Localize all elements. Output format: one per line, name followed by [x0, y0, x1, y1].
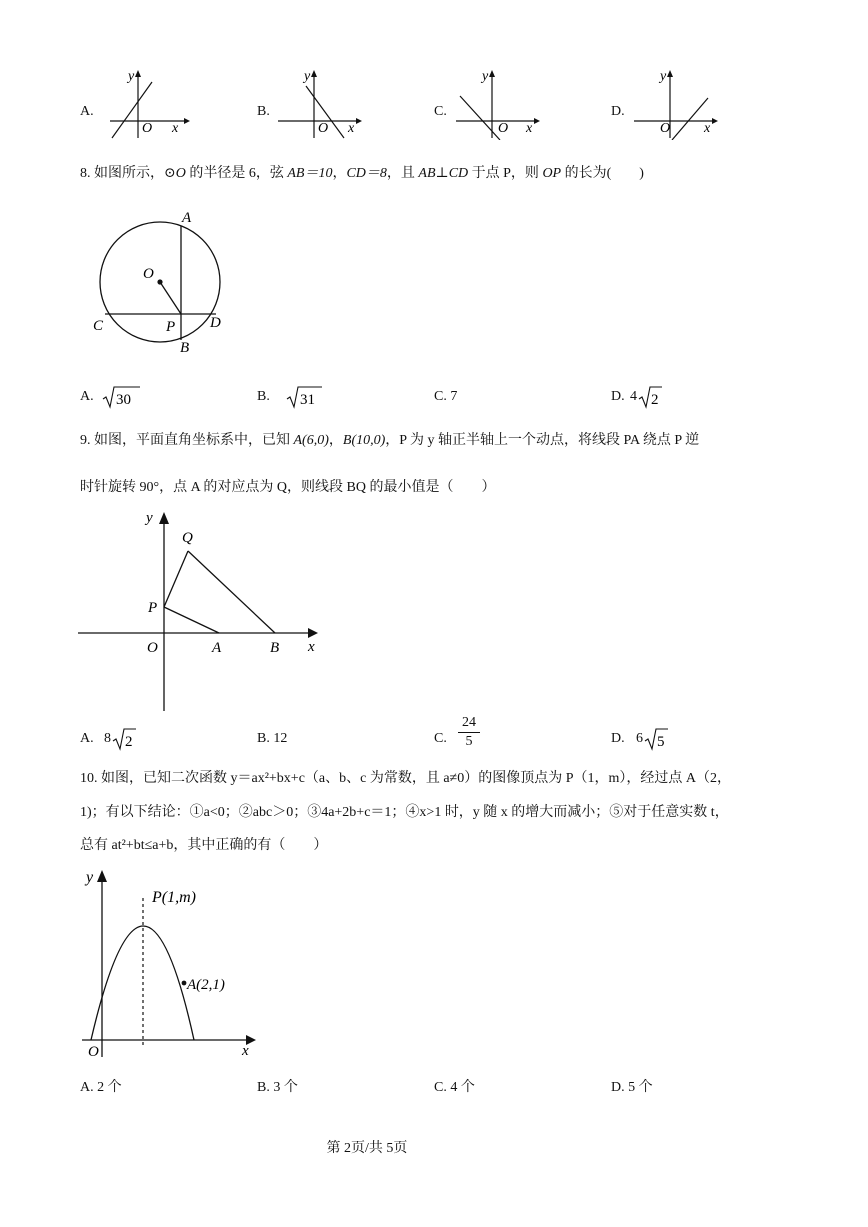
q9-figure [74, 506, 334, 718]
label-a: A(2,1) [187, 977, 225, 993]
q8-op: OP [542, 166, 562, 181]
svg-text:y: y [128, 69, 135, 84]
q7-option-b-label: B. [257, 104, 270, 119]
svg-text:x: x [526, 121, 533, 136]
q7-option-d-graph [632, 68, 722, 140]
label-p: P [166, 319, 176, 335]
q8-circle-o: O [175, 166, 186, 181]
q9-point-b: B(10,0) [342, 433, 386, 448]
q8-option-b-label: B. [257, 389, 270, 404]
q7-option-a-graph [100, 68, 190, 140]
q7-option-c-graph [454, 68, 544, 140]
label-p: P(1,m) [152, 889, 196, 906]
q9-point-a: A(6,0) [293, 433, 329, 448]
svg-text:y: y [482, 69, 489, 84]
q8-text-c: ，且 [386, 166, 419, 181]
q9-option-d-radical [644, 726, 672, 752]
svg-text:O: O [318, 121, 329, 136]
q8-option-b-value [286, 384, 326, 410]
svg-text:y: y [146, 510, 153, 526]
label-b: B [180, 340, 190, 356]
q9-option-b: B. 12 [257, 731, 288, 746]
q8-question [80, 164, 644, 184]
svg-text:A: A [212, 640, 222, 656]
svg-text:y: y [660, 69, 667, 84]
q9-option-a-radical [112, 726, 140, 752]
q9-option-c-label: C. [434, 731, 447, 746]
point-a [182, 981, 187, 986]
svg-text:O: O [660, 121, 671, 136]
svg-text:Q: Q [182, 530, 193, 546]
segment-qb [188, 551, 275, 633]
label-o: O [143, 266, 154, 282]
svg-text:O: O [147, 640, 158, 656]
q8-ab-eq: AB＝10 [287, 166, 333, 181]
q9-line1: 9. 如图，平面直角坐标系中，已知 A(6,0)，B(10,0)，P 为 y 轴正半轴上一个动点，将线段 PA 绕点 P 逆 [80, 433, 700, 448]
q7-option-c-label: C. [434, 104, 447, 119]
q10-option-c: C. 4 个 [434, 1080, 475, 1095]
label-a: A [182, 210, 192, 226]
q8-cd-eq: CD＝8 [346, 166, 387, 181]
q7-option-d-label: D. [611, 104, 625, 119]
q10-line1: 10. 如图，已知二次函数 y＝ax²+bx+c（a、b、c 为常数，且 a≠0）的图像顶点为 P（1，m），经过点 A（2， [80, 771, 732, 786]
svg-text:y: y [86, 869, 94, 886]
q8-circle-figure [88, 204, 238, 364]
q8-comma: ， [332, 166, 347, 181]
svg-text:2: 2 [125, 734, 133, 750]
svg-text:30: 30 [116, 392, 131, 408]
svg-text:31: 31 [300, 392, 315, 408]
q9-option-d-label: D. [611, 731, 625, 746]
svg-text:B: B [270, 640, 280, 656]
q10-line3: 总有 at²+bt≤a+b，其中正确的有（ ） [80, 838, 328, 853]
svg-text:O: O [88, 1044, 99, 1060]
q8-option-d-label: D. [611, 389, 625, 404]
svg-text:y: y [304, 69, 311, 84]
q8-option-a-value [102, 384, 142, 410]
q9-option-a-coef: 8 [104, 731, 111, 746]
page-footer: 第 2页/共 5页 [326, 1141, 408, 1156]
center-point [157, 279, 162, 284]
q8-option-c: C. 7 [434, 389, 458, 404]
q9-option-a-label: A. [80, 731, 94, 746]
segment-pa [164, 607, 219, 633]
q10-figure [80, 862, 270, 1062]
q8-text-a: 如图所示， [94, 166, 164, 181]
svg-text:x: x [242, 1043, 249, 1059]
svg-text:2: 2 [651, 392, 659, 408]
svg-text:O: O [498, 121, 509, 136]
q8-text-d: 于点 P，则 [468, 166, 543, 181]
q8-text-b: 的半径是 6，弦 [185, 166, 288, 181]
q8-option-a-label: A. [80, 389, 94, 404]
circle-symbol: ⊙ [164, 166, 176, 181]
label-c: C [93, 318, 104, 334]
q9-option-d-coef: 6 [636, 731, 643, 746]
svg-text:O: O [142, 121, 153, 136]
label-d: D [210, 315, 221, 331]
svg-text:P: P [148, 600, 158, 616]
q10-option-a: A. 2 个 [80, 1080, 122, 1095]
q7-option-a-label: A. [80, 104, 94, 119]
q10-line2: 1)；有以下结论：①a<0；②abc＞0；③4a+2b+c＝1；④x>1 时，y 随 x 的增大而减小；⑤对于任意实数 t， [80, 805, 729, 820]
svg-text:5: 5 [657, 734, 665, 750]
segment-op [160, 282, 181, 314]
q9-option-c-fraction: 24 5 [458, 715, 480, 750]
q8-option-d-radical [638, 384, 666, 410]
q8-perp: AB⊥CD [418, 166, 469, 181]
q9-line2: 时针旋转 90°，点 A 的对应点为 Q，则线段 BQ 的最小值是（ ） [80, 480, 496, 495]
svg-text:x: x [308, 639, 315, 655]
q10-option-d: D. 5 个 [611, 1080, 653, 1095]
q8-number: 8. [80, 166, 91, 181]
q8-option-d-coef: 4 [630, 389, 637, 404]
svg-text:x: x [172, 121, 179, 136]
q10-option-b: B. 3 个 [257, 1080, 298, 1095]
svg-text:x: x [348, 121, 355, 136]
svg-text:x: x [704, 121, 711, 136]
segment-pq [164, 551, 188, 607]
q7-option-b-graph [276, 68, 366, 140]
q8-text-e: 的长为( ) [561, 166, 644, 181]
